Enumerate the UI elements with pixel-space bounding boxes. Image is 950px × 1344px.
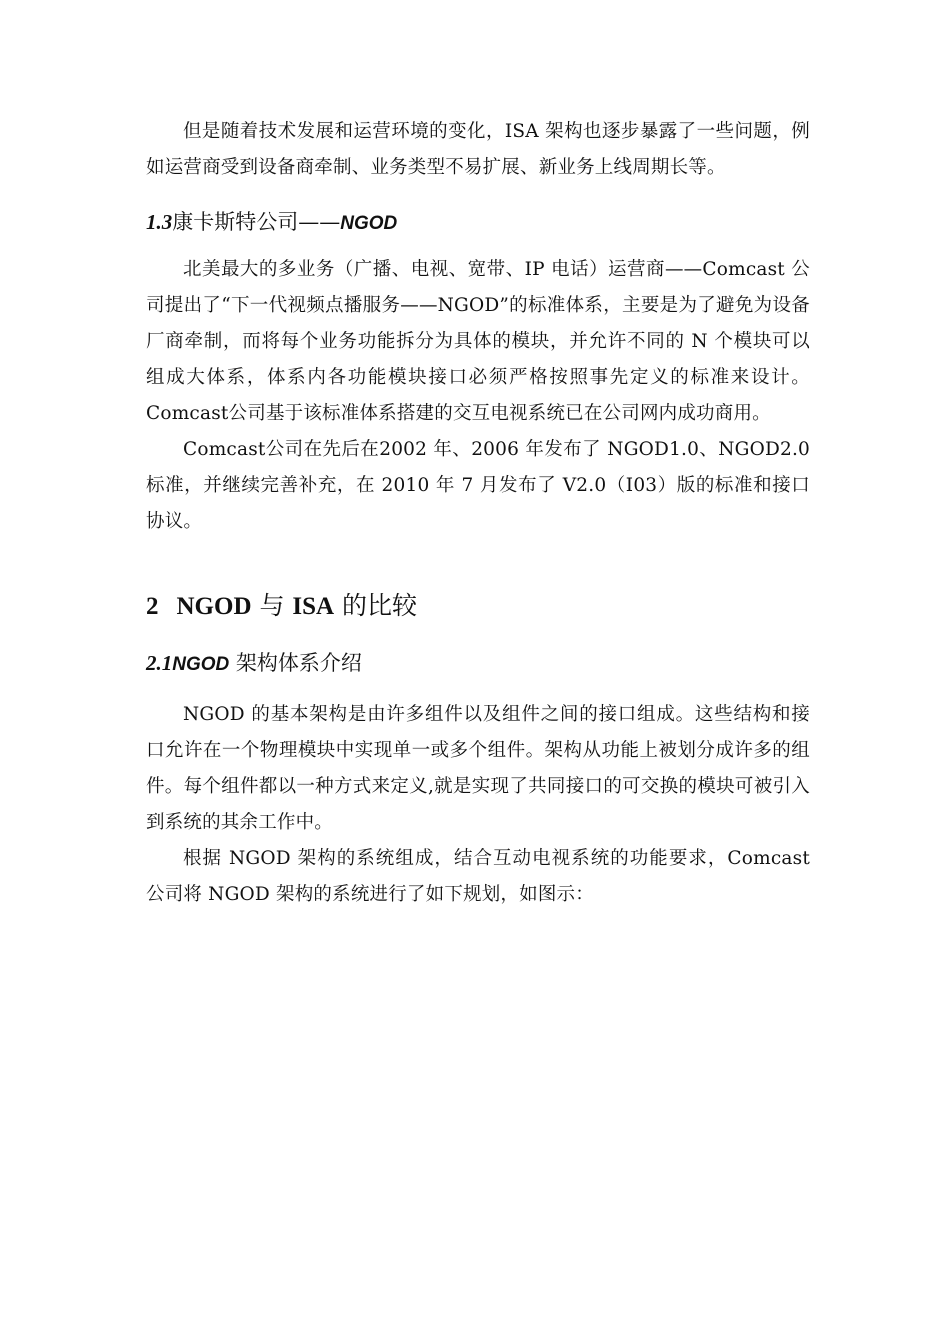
heading-2-1-number: 2.1 <box>146 651 173 675</box>
heading-1-3-title: 康卡斯特公司—— <box>172 210 341 234</box>
heading-2-1-title-latin: NGOD <box>172 654 230 675</box>
paragraph-isa-issues: 但是随着技术发展和运营环境的变化，ISA 架构也逐步暴露了一些问题，例如运营商受到设备商牵制、业务类型不易扩展、新业务上线周期长等。 <box>146 121 810 178</box>
paragraph-ngod-planning: 根据 NGOD 架构的系统组成，结合互动电视系统的功能要求，Comcast 公司将 NGOD 架构的系统进行了如下规划，如图示： <box>146 848 810 905</box>
heading-1-3 <box>146 208 810 238</box>
paragraph-ngod-architecture: NGOD 的基本架构是由许多组件以及组件之间的接口组成。这些结构和接口允许在一个物理模块中实现单一或多个组件。架构从功能上被划分成许多的组件。每个组件都以一种方式来定义,就是实现了共同接口的可交换的模块可被引入到系统的其余工作中。 <box>146 704 810 833</box>
heading-2-compare: 的比较 <box>334 591 418 620</box>
heading-2-1 <box>146 649 810 679</box>
heading-2-number: 2 <box>146 593 159 620</box>
heading-1-3-number: 1.3 <box>146 210 173 234</box>
paragraph-comcast-ngod: 北美最大的多业务（广播、电视、宽带、IP 电话）运营商——Comcast 公司提出了“下一代视频点播服务——NGOD”的标准体系，主要是为了避免为设备厂商牵制，而将每个业务功能拆分为具体的模块，并允许不同的 N 个模块可以组成大体系，体系内各功能模块接口必须严格按照事先定义的标准来设计。Comcast公司基于该标准体系搭建的交互电视系统已在公司网内成功商用。 <box>146 259 810 424</box>
heading-2-ngod: NGOD <box>176 593 252 620</box>
heading-2-isa: ISA <box>292 593 335 620</box>
heading-1-3-title-latin: NGOD <box>340 213 398 234</box>
document-body <box>146 114 810 913</box>
paragraph-ngod-releases: Comcast公司在先后在2002 年、2006 年发布了 NGOD1.0、NGOD2.0 标准，并继续完善补充，在 2010 年 7 月发布了 V2.0（I03）版的标准和接口协议。 <box>146 439 810 532</box>
heading-2-1-title: 架构体系介绍 <box>229 651 362 675</box>
heading-2 <box>146 590 810 623</box>
heading-2-and: 与 <box>251 591 293 620</box>
